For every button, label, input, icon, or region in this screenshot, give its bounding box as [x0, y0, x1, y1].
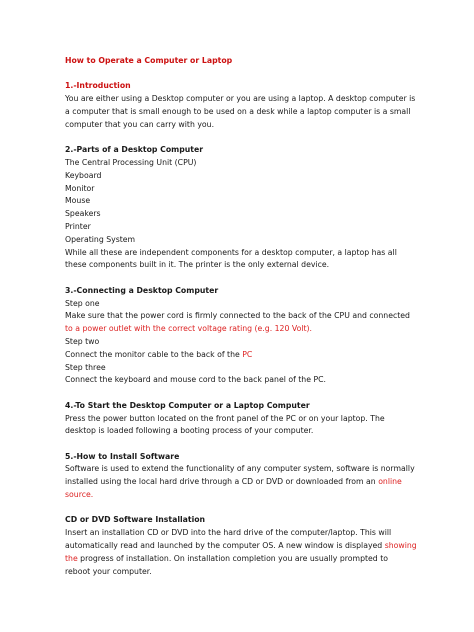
paragraph-text: automatically read and launched by the computer OS. A new window is displayed: [65, 541, 385, 551]
step-label-one: Step one: [65, 298, 100, 308]
paragraph-line: reboot your computer.: [65, 566, 152, 576]
list-item-operating-system: Operating System: [65, 234, 136, 244]
showing-link-continued[interactable]: the: [65, 553, 78, 563]
spacer: [65, 502, 465, 515]
list-item-speakers: Speakers: [65, 209, 101, 219]
paragraph-line: You are either using a Desktop computer or you are using a laptop. A desktop computer is: [65, 94, 416, 104]
section-heading-start: 4.-To Start the Desktop Computer or a Laptop Computer: [65, 400, 310, 410]
showing-link[interactable]: showing: [384, 541, 417, 551]
paragraph-line: Insert an installation CD or DVD into the hard drive of the computer/laptop. This will: [65, 528, 392, 538]
section-heading-cd-dvd: CD or DVD Software Installation: [65, 515, 206, 525]
section-heading-parts: 2.-Parts of a Desktop Computer: [65, 145, 204, 155]
step-label-two: Step two: [65, 336, 100, 346]
list-item-printer: Printer: [65, 221, 91, 231]
online-source-link-continued[interactable]: source.: [65, 490, 94, 500]
paragraph-text: progress of installation. On installation completion you are usually prompted to: [77, 553, 388, 563]
step-label-three: Step three: [65, 362, 106, 372]
section-heading-introduction: 1.-Introduction: [65, 81, 131, 91]
online-source-link[interactable]: online: [378, 477, 402, 487]
paragraph-line: computer that you can carry with you.: [65, 119, 215, 129]
paragraph-line: these components built in it. The printer is the only external device.: [65, 260, 330, 270]
paragraph-line: [65, 476, 465, 489]
paragraph-line: Press the power button located on the front panel of the PC or on your laptop. The: [65, 413, 385, 423]
section-heading-connecting: 3.-Connecting a Desktop Computer: [65, 285, 219, 295]
pc-link[interactable]: PC: [242, 349, 253, 359]
list-item-keyboard: Keyboard: [65, 170, 102, 180]
spacer: [65, 387, 465, 400]
list-item-mouse: Mouse: [65, 196, 91, 206]
paragraph-line: a computer that is small enough to be used on a desk while a laptop computer is a small: [65, 106, 411, 116]
section-heading-install: 5.-How to Install Software: [65, 451, 180, 461]
paragraph-line: desktop is loaded following a booting process of your computer.: [65, 426, 314, 436]
spacer: [65, 68, 465, 81]
spacer: [65, 438, 465, 451]
paragraph-text: Connect the monitor cable to the back of the: [65, 349, 243, 359]
paragraph-line: Connect the keyboard and mouse cord to the back panel of the PC.: [65, 375, 326, 385]
power-outlet-link[interactable]: to a power outlet with the correct voltage rating (e.g. 120 Volt).: [65, 324, 312, 334]
paragraph-line: [65, 553, 465, 566]
paragraph-text: installed using the local hard drive through a CD or DVD or downloaded from an: [65, 477, 379, 487]
spacer: [65, 132, 465, 145]
paragraph-line: Software is used to extend the functionality of any computer system, software is normally: [65, 464, 415, 474]
list-item-monitor: Monitor: [65, 183, 95, 193]
paragraph-line: Make sure that the power cord is firmly connected to the back of the CPU and connected: [65, 311, 410, 321]
spacer: [65, 272, 465, 285]
paragraph-line: [65, 349, 465, 362]
document-title: How to Operate a Computer or Laptop: [65, 56, 233, 65]
document-page: [65, 55, 465, 578]
paragraph-line: While all these are independent components for a desktop computer, a laptop has all: [65, 247, 397, 257]
paragraph-line: [65, 540, 465, 553]
list-item-cpu: The Central Processing Unit (CPU): [65, 157, 197, 167]
